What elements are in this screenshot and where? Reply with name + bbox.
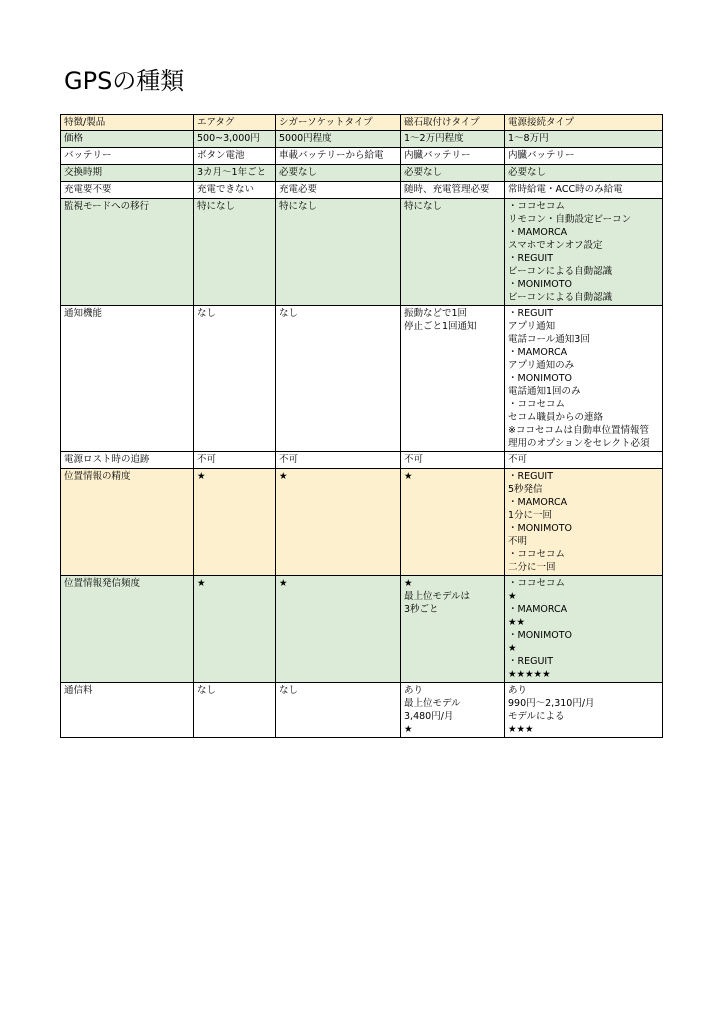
cell-text-line: ★: [279, 471, 288, 482]
cell-text-line: 電話コール通知3回: [508, 334, 590, 345]
cell-text-line: 必要なし: [404, 167, 443, 178]
table-row: [61, 469, 663, 576]
table-cell: [194, 182, 276, 199]
cell-text-line: ・REGUIT: [508, 253, 554, 264]
cell-text-line: スマホでオンオフ設定: [508, 240, 603, 251]
cell-text-line: 不可: [197, 454, 217, 465]
table-cell: [194, 148, 276, 165]
cell-text-line: ・MONIMOTO: [508, 630, 573, 641]
table-cell: [194, 683, 276, 738]
cell-text-line: モデルによる: [508, 711, 565, 722]
cell-text-line: ★: [404, 578, 413, 589]
table-cell: [505, 683, 663, 738]
header-cell: [194, 115, 276, 131]
cell-text-line: 車載バッテリーから給電: [279, 150, 384, 161]
cell-text-line: ・MONIMOTO: [508, 279, 573, 290]
cell-text-line: ・MONIMOTO: [508, 373, 573, 384]
table-cell: [401, 182, 505, 199]
table-cell: [276, 165, 401, 182]
cell-text-line: 特徴/製品: [64, 117, 106, 128]
cell-text-line: バッテリー: [64, 150, 112, 161]
cell-text-line: 監視モードへの移行: [64, 201, 150, 212]
feature-label-cell: [61, 469, 194, 576]
cell-text-line: 充電できない: [197, 184, 255, 195]
table-cell: [276, 469, 401, 576]
cell-text-line: 充電必要: [279, 184, 318, 195]
cell-text-line: 1～8万円: [508, 133, 549, 144]
table-cell: [276, 683, 401, 738]
table-row: [61, 452, 663, 469]
table-cell: [276, 199, 401, 306]
cell-text-line: ・ココセコム: [508, 399, 566, 410]
cell-text-line: 3秒ごと: [404, 604, 439, 615]
cell-text-line: リモコン・自動設定ビーコン: [508, 214, 632, 225]
cell-text-line: 常時給電・ACC時のみ給電: [508, 184, 623, 195]
table-cell: [194, 452, 276, 469]
cell-text-line: 5000円程度: [279, 133, 332, 144]
table-cell: [505, 148, 663, 165]
cell-text-line: ★★★: [508, 724, 534, 735]
cell-text-line: ・REGUIT: [508, 656, 554, 667]
table-cell: [505, 306, 663, 452]
cell-text-line: ・MONIMOTO: [508, 523, 573, 534]
cell-text-line: 最上位モデル: [404, 698, 461, 709]
cell-text-line: 1分に一回: [508, 510, 553, 521]
cell-text-line: ・REGUIT: [508, 471, 554, 482]
cell-text-line: あり: [508, 685, 528, 696]
table-row: [61, 148, 663, 165]
feature-label-cell: [61, 306, 194, 452]
cell-text-line: アプリ通知: [508, 321, 556, 332]
header-cell: [505, 115, 663, 131]
cell-text-line: なし: [279, 685, 299, 696]
cell-text-line: ★★: [508, 617, 526, 628]
table-row: [61, 182, 663, 199]
cell-text-line: ・MAMORCA: [508, 227, 568, 238]
table-cell: [194, 199, 276, 306]
table-cell: [194, 469, 276, 576]
cell-text-line: ★: [197, 578, 206, 589]
table-row: [61, 683, 663, 738]
cell-text-line: ★: [197, 471, 206, 482]
cell-text-line: ★: [404, 471, 413, 482]
cell-text-line: エアタグ: [197, 117, 235, 128]
cell-text-line: 振動などで1回: [404, 308, 468, 319]
table-cell: [194, 576, 276, 683]
feature-label-cell: [61, 182, 194, 199]
cell-text-line: 充電要不要: [64, 184, 112, 195]
cell-text-line: 不可: [508, 454, 528, 465]
cell-text-line: 不可: [404, 454, 424, 465]
cell-text-line: なし: [197, 685, 217, 696]
table-row: [61, 131, 663, 148]
cell-text-line: 通知機能: [64, 308, 103, 319]
table-cell: [276, 148, 401, 165]
cell-text-line: ・MAMORCA: [508, 497, 568, 508]
cell-text-line: ★: [279, 578, 288, 589]
table-cell: [505, 576, 663, 683]
table-cell: [401, 452, 505, 469]
cell-text-line: なし: [279, 308, 299, 319]
feature-label-cell: [61, 165, 194, 182]
table-row: [61, 576, 663, 683]
cell-text-line: ・ココセコム: [508, 578, 566, 589]
table-cell: [194, 306, 276, 452]
cell-text-line: ・ココセコム: [508, 201, 566, 212]
cell-text-line: 電話通知1回のみ: [508, 386, 581, 397]
cell-text-line: 内臓バッテリー: [508, 150, 575, 161]
header-cell: [276, 115, 401, 131]
table-row: [61, 306, 663, 452]
cell-text-line: 1～2万円程度: [404, 133, 464, 144]
table-cell: [505, 165, 663, 182]
cell-text-line: ・ココセコム: [508, 549, 566, 560]
table-cell: [276, 306, 401, 452]
cell-text-line: 500~3,000円: [197, 133, 260, 144]
cell-text-line: 停止ごと1回通知: [404, 321, 477, 332]
cell-text-line: ★: [404, 724, 413, 735]
cell-text-line: セコム職員からの連絡: [508, 412, 604, 423]
feature-label-cell: [61, 199, 194, 306]
page-title: GPSの種類: [64, 67, 185, 95]
table-cell: [401, 165, 505, 182]
cell-text-line: 理用のオプションをセレクト必須: [508, 438, 650, 449]
table-cell: [276, 452, 401, 469]
cell-text-line: 価格: [64, 133, 84, 144]
feature-label-cell: [61, 148, 194, 165]
cell-text-line: 磁石取付けタイプ: [404, 117, 480, 128]
gps-comparison-table: [60, 114, 663, 738]
table-cell: [276, 131, 401, 148]
feature-label-cell: [61, 452, 194, 469]
cell-text-line: アプリ通知のみ: [508, 360, 575, 371]
table-cell: [276, 576, 401, 683]
cell-text-line: ボタン電池: [197, 150, 245, 161]
cell-text-line: 5秒発信: [508, 484, 543, 495]
cell-text-line: ★: [508, 643, 517, 654]
cell-text-line: ・REGUIT: [508, 308, 554, 319]
table-cell: [401, 576, 505, 683]
cell-text-line: 内臓バッテリー: [404, 150, 471, 161]
cell-text-line: 特になし: [279, 201, 318, 212]
cell-text-line: ★: [508, 591, 517, 602]
table-cell: [505, 199, 663, 306]
cell-text-line: 交換時期: [64, 167, 103, 178]
table-cell: [505, 469, 663, 576]
cell-text-line: 必要なし: [279, 167, 318, 178]
cell-text-line: 特になし: [404, 201, 443, 212]
table-row: [61, 165, 663, 182]
cell-text-line: あり: [404, 685, 424, 696]
cell-text-line: 二分に一回: [508, 562, 556, 573]
table-cell: [276, 182, 401, 199]
table-cell: [401, 131, 505, 148]
cell-text-line: 随時、充電管理必要: [404, 184, 490, 195]
cell-text-line: 不明: [508, 536, 528, 547]
table-cell: [401, 683, 505, 738]
table-cell: [194, 165, 276, 182]
cell-text-line: 電源接続タイプ: [508, 117, 575, 128]
cell-text-line: なし: [197, 308, 217, 319]
cell-text-line: ・MAMORCA: [508, 604, 568, 615]
table-cell: [401, 148, 505, 165]
feature-label-cell: [61, 683, 194, 738]
cell-text-line: ビーコンによる自動認識: [508, 292, 613, 303]
cell-text-line: 位置情報の精度: [64, 471, 131, 482]
table-row: [61, 199, 663, 306]
cell-text-line: 最上位モデルは: [404, 591, 471, 602]
cell-text-line: 990円～2,310円/月: [508, 698, 595, 709]
header-row: [61, 115, 663, 131]
feature-label-cell: [61, 576, 194, 683]
header-cell: [401, 115, 505, 131]
header-cell: [61, 115, 194, 131]
table-body: [61, 115, 663, 738]
cell-text-line: ・MAMORCA: [508, 347, 568, 358]
cell-text-line: ★★★★★: [508, 669, 551, 680]
cell-text-line: ※ココセコムは自動車位置情報管: [508, 425, 649, 436]
cell-text-line: 3カ月～1年ごと: [197, 167, 267, 178]
cell-text-line: 不可: [279, 454, 299, 465]
cell-text-line: 特になし: [197, 201, 236, 212]
table-cell: [505, 131, 663, 148]
cell-text-line: 必要なし: [508, 167, 547, 178]
table-cell: [401, 199, 505, 306]
cell-text-line: 3,480円/月: [404, 711, 454, 722]
cell-text-line: シガーソケットタイプ: [279, 117, 373, 128]
table-cell: [194, 131, 276, 148]
feature-label-cell: [61, 131, 194, 148]
table-cell: [401, 306, 505, 452]
table-cell: [401, 469, 505, 576]
cell-text-line: 通信料: [64, 685, 93, 696]
table-cell: [505, 182, 663, 199]
cell-text-line: ビーコンによる自動認識: [508, 266, 613, 277]
table-cell: [505, 452, 663, 469]
cell-text-line: 位置情報発信頻度: [64, 578, 141, 589]
cell-text-line: 電源ロスト時の追跡: [64, 454, 150, 465]
